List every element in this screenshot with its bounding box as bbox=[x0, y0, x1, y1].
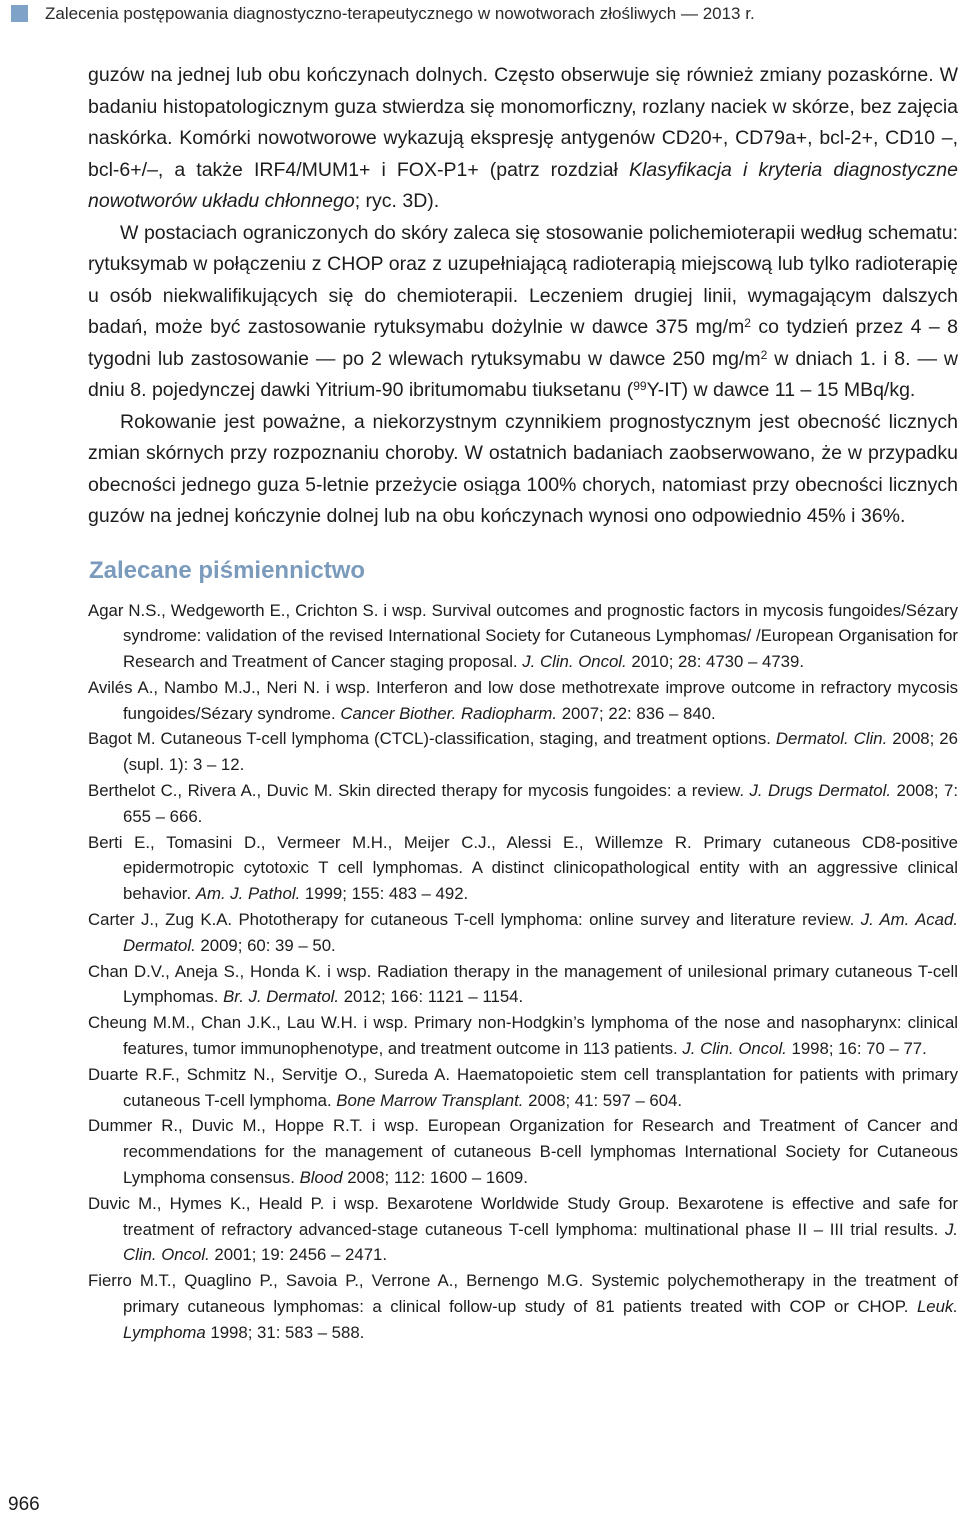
reference-authors-title: Duvic M., Hymes K., Heald P. i wsp. Bexarotene Worldwide Study Group. Bexarotene is effective and safe for treatment of refractory advanced-stage cutaneous T-cell lymphoma: multinational phase II – III trial results. bbox=[88, 1193, 958, 1239]
paragraph-1-text: guzów na jednej lub obu kończynach dolnych. Często obserwuje się również zmiany pozaskórne. W badaniu histopatologicznym guza stwierdza się monomorficzny, rozlany naciek w skórze, bez zajęcia naskórka. Komórki nowotworowe wykazują ekspresję antygenów CD20+, CD79a+, bcl-2+, CD10 –, bcl-6+/–, a także IRF4/MUM1+ i FOX-P1+ (patrz rozdział bbox=[88, 64, 958, 181]
reference-item bbox=[88, 1062, 958, 1114]
reference-journal: J. Clin. Oncol. bbox=[522, 652, 627, 672]
reference-citation: 1999; 155: 483 – 492. bbox=[300, 884, 469, 904]
reference-citation: 2008; 7: 655 – 666. bbox=[123, 781, 958, 826]
reference-journal: Br. J. Dermatol. bbox=[223, 987, 340, 1007]
superscript: 99 bbox=[633, 379, 647, 393]
reference-item bbox=[88, 1113, 958, 1190]
reference-citation: 2010; 28: 4730 – 4739. bbox=[626, 652, 804, 672]
paragraph-2-text-d: Y-IT) w dawce 11 – 15 MBq/kg. bbox=[646, 379, 916, 401]
reference-authors-title: Avilés A., Nambo M.J., Neri N. i wsp. Interferon and low dose methotrexate improve outcome in refractory mycosis fungoides/Sézary syndrome. bbox=[88, 677, 958, 723]
header-title: Zalecenia postępowania diagnostyczno-terapeutycznego w nowotworach złośliwych — 2013 r. bbox=[45, 4, 755, 23]
reference-citation: 1998; 31: 583 – 588. bbox=[205, 1322, 365, 1342]
reference-journal: Bone Marrow Transplant. bbox=[336, 1090, 524, 1110]
reference-journal: Leuk. Lymphoma bbox=[123, 1297, 958, 1342]
header-accent-square bbox=[11, 5, 28, 22]
reference-journal: Cancer Biother. Radiopharm. bbox=[340, 703, 558, 723]
reference-item bbox=[88, 675, 958, 727]
reference-citation: 2008; 41: 597 – 604. bbox=[523, 1090, 683, 1110]
reference-journal: J. Clin. Oncol. bbox=[682, 1039, 787, 1059]
reference-citation: 2007; 22: 836 – 840. bbox=[557, 703, 716, 723]
reference-citation: 2001; 19: 2456 – 2471. bbox=[209, 1245, 388, 1265]
reference-authors-title: Chan D.V., Aneja S., Honda K. i wsp. Radiation therapy in the management of unilesional primary cutaneous T-cell Lymphomas. bbox=[88, 961, 958, 1007]
reference-item bbox=[88, 598, 958, 675]
references-list bbox=[88, 598, 958, 1346]
reference-citation: 2008; 26 (supl. 1): 3 – 12. bbox=[123, 729, 958, 775]
section-title: Zalecane piśmiennictwo bbox=[89, 556, 366, 584]
reference-journal: Am. J. Pathol. bbox=[195, 884, 301, 904]
reference-authors-title: Fierro M.T., Quaglino P., Savoia P., Verrone A., Bernengo M.G. Systemic polychemotherapy in the treatment of primary cutaneous lymphomas: a clinical follow-up study of 81 patients treated with COP or CHOP. bbox=[88, 1271, 958, 1317]
reference-authors-title: Berti E., Tomasini D., Vermeer M.H., Meijer C.J., Alessi E., Willemze R. Primary cutaneous CD8-positive epidermotropic cytotoxic T cell lymphomas. A distinct clinicopathological entity with an aggressive clinical behavior. bbox=[88, 832, 958, 904]
reference-journal: Blood bbox=[299, 1168, 343, 1188]
paragraph-2-text-b: co tydzień przez 4 – 8 tygodni lub zastosowanie — po 2 wlewach rytuksymabu w dawce 250 mg/m bbox=[88, 316, 958, 370]
page-number: 966 bbox=[8, 1494, 40, 1515]
reference-authors-title: Bagot M. Cutaneous T-cell lymphoma (CTCL)-classification, staging, and treatment options. bbox=[88, 729, 776, 749]
running-header bbox=[11, 3, 960, 27]
reference-item bbox=[88, 959, 958, 1011]
reference-journal: J. Am. Acad. Dermatol. bbox=[123, 910, 958, 955]
reference-item bbox=[88, 830, 958, 907]
paragraph-1 bbox=[88, 60, 958, 218]
reference-item bbox=[88, 1268, 958, 1345]
reference-item bbox=[88, 778, 958, 830]
superscript: 2 bbox=[744, 316, 751, 330]
paragraph-1-end: ; ryc. 3D). bbox=[354, 190, 440, 212]
reference-citation: 1998; 16: 70 – 77. bbox=[786, 1039, 927, 1059]
paragraph-3: Rokowanie jest poważne, a niekorzystnym czynnikiem prognostycznym jest obecność licznych zmian skórnych przy rozpoznaniu choroby. W ostatnich badaniach zaobserwowano, że w przypadku obecności jednego guza 5-letnie przeżycie osiąga 100% chorych, natomiast przy obecności licznych guzów na jednej kończynie dolnej lub na obu kończynach wynosi ono odpowiednio 45% i 36%. bbox=[88, 410, 958, 527]
reference-authors-title: Carter J., Zug K.A. Phototherapy for cutaneous T-cell lymphoma: online survey and literature review. bbox=[88, 910, 861, 930]
reference-item bbox=[88, 1191, 958, 1268]
reference-authors-title: Dummer R., Duvic M., Hoppe R.T. i wsp. European Organization for Research and Treatment of Cancer and recommendations for the management of cutaneous B-cell lymphomas International Society for Cutaneous Lymphoma consensus. bbox=[88, 1116, 958, 1188]
reference-journal: J. Drugs Dermatol. bbox=[749, 781, 892, 801]
reference-journal: Dermatol. Clin. bbox=[775, 729, 888, 749]
reference-citation: 2012; 166: 1121 – 1154. bbox=[339, 987, 524, 1007]
paragraph-2-text-a: W postaciach ograniczonych do skóry zaleca się stosowanie polichemioterapii według schematu: rytuksymab w połączeniu z CHOP oraz z uzupełniającą radioterapią miejscową lub tylko radioterapię u osób niekwalifikujących się do chemioterapii. Leczeniem drugiej linii, wymagającym dalszych badań, może być zastosowanie rytuksymabu dożylnie w dawce 375 mg/m bbox=[88, 221, 958, 338]
page-content bbox=[88, 60, 958, 1346]
reference-authors-title: Duarte R.F., Schmitz N., Servitje O., Sureda A. Haematopoietic stem cell transplantation for patients with primary cutaneous T-cell lymphoma. bbox=[88, 1064, 958, 1110]
reference-item bbox=[88, 907, 958, 959]
reference-authors-title: Cheung M.M., Chan J.K., Lau W.H. i wsp. Primary non-Hodgkin’s lymphoma of the nose and nasopharynx: clinical features, tumor immunophenotype, and treatment outcome in 113 patients. bbox=[88, 1013, 958, 1059]
reference-item bbox=[88, 726, 958, 778]
chapter-reference: Klasyfikacja i kryteria diagnostyczne nowotworów układu chłonnego bbox=[88, 158, 958, 212]
reference-item bbox=[88, 1010, 958, 1062]
paragraph-2 bbox=[88, 218, 958, 407]
reference-citation: 2008; 112: 1600 – 1609. bbox=[342, 1168, 528, 1188]
reference-authors-title: Berthelot C., Rivera A., Duvic M. Skin directed therapy for mycosis fungoides: a review. bbox=[88, 781, 750, 801]
paragraph-2-text-c: w dniach 1. i 8. — w dniu 8. pojedynczej dawki Yitrium-90 ibritumomabu tiuksetanu ( bbox=[88, 347, 958, 401]
reference-authors-title: Agar N.S., Wedgeworth E., Crichton S. i wsp. Survival outcomes and prognostic factors in mycosis fungoides/Sézary syndrome: validation of the revised International Society for Cutaneous Lymphomas/ /European Organisation for Research and Treatment of Cancer staging proposal. bbox=[88, 600, 958, 672]
superscript: 2 bbox=[760, 347, 768, 362]
reference-citation: 2009; 60: 39 – 50. bbox=[195, 935, 336, 955]
reference-journal: J. Clin. Oncol. bbox=[123, 1219, 958, 1265]
